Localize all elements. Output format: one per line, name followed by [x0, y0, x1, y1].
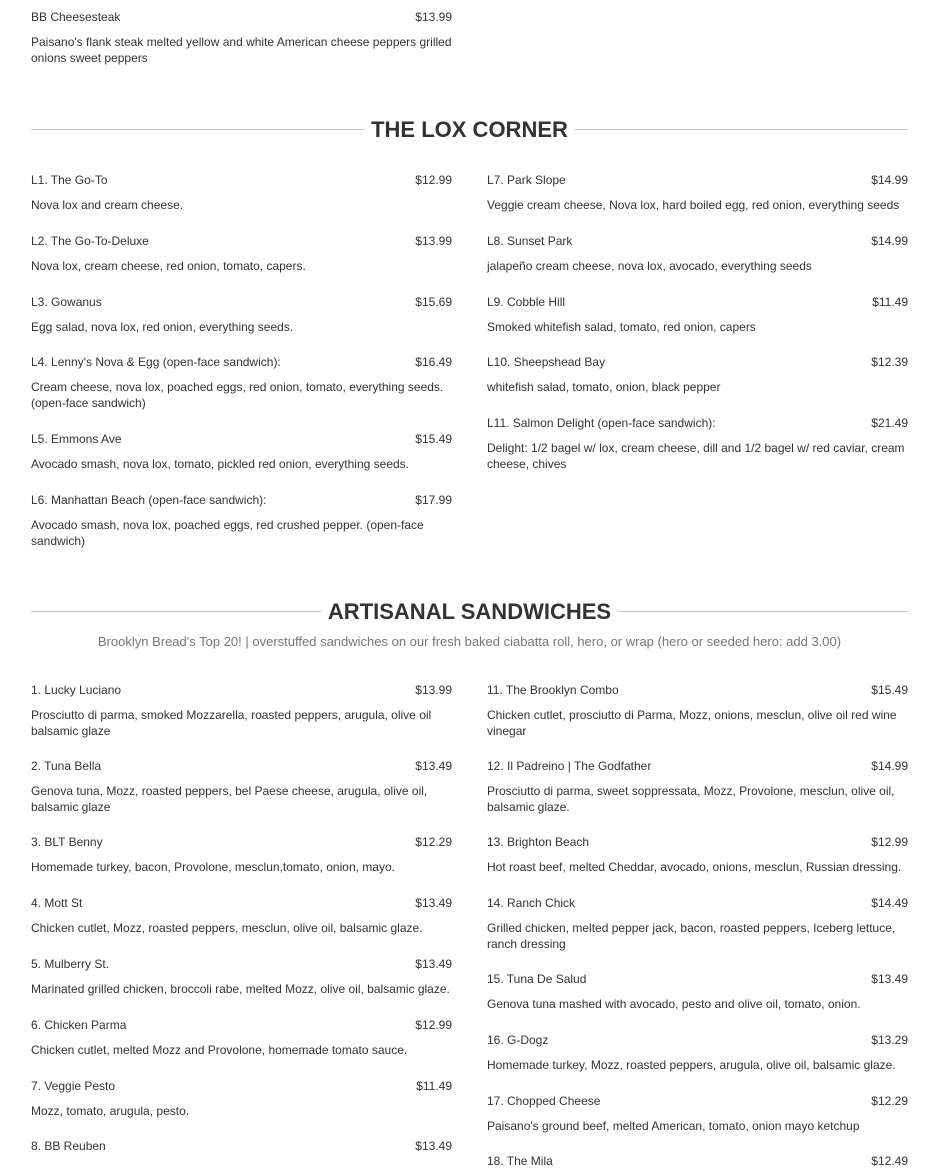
item-description: Smoked whitefish salad, tomato, red onion, capers — [487, 320, 756, 334]
item-price: $15.69 — [415, 295, 452, 309]
item-price: $11.49 — [872, 295, 908, 309]
item-price: $13.49 — [871, 972, 908, 986]
item-price: $13.29 — [871, 1033, 908, 1047]
item-description: Grilled chicken, melted pepper jack, bacon, roasted peppers, Iceberg lettuce, ranch dressing — [487, 921, 896, 951]
item-price: $12.99 — [415, 173, 452, 187]
item-name: L3. Gowanus — [31, 295, 102, 309]
section-title: ARTISANAL SANDWICHES — [321, 597, 618, 627]
item-name: 11. The Brooklyn Combo — [487, 683, 619, 697]
item-description: jalapeño cream cheese, nova lox, avocado, everything seeds — [487, 259, 812, 273]
item-description: Paisano's ground beef, melted American, tomato, onion mayo ketchup — [487, 1119, 860, 1133]
item-name: 3. BLT Benny — [31, 835, 103, 849]
item-price: $13.99 — [415, 10, 452, 24]
item-price: $13.99 — [415, 234, 452, 248]
item-description: Nova lox, cream cheese, red onion, tomato, capers. — [31, 259, 306, 273]
item-price: $17.99 — [415, 493, 452, 507]
item-name: L5. Emmons Ave — [31, 432, 122, 446]
item-name: 1. Lucky Luciano — [31, 683, 122, 697]
item-description: Avocado smash, nova lox, tomato, pickled red onion, everything seeds. — [31, 457, 409, 471]
item-name: 16. G-Dogz — [487, 1033, 549, 1047]
item-price: $21.49 — [871, 416, 908, 430]
item-price: $16.49 — [415, 355, 452, 369]
item-description: Chicken cutlet, melted Mozz and Provolone, homemade tomato sauce. — [31, 1043, 408, 1057]
item-name: L8. Sunset Park — [487, 234, 573, 248]
item-price: $13.49 — [415, 957, 452, 971]
item-name: L9. Cobble Hill — [487, 295, 566, 309]
item-price: $12.99 — [415, 1018, 452, 1032]
item-description: Hot roast beef, melted Cheddar, avocado, onions, mesclun, Russian dressing. — [487, 860, 902, 874]
item-price: $15.49 — [415, 432, 452, 446]
item-name: L7. Park Slope — [487, 173, 566, 187]
item-name: 13. Brighton Beach — [487, 835, 590, 849]
item-price: $13.49 — [415, 1139, 452, 1153]
item-name: 6. Chicken Parma — [31, 1018, 127, 1032]
item-price: $14.99 — [871, 234, 908, 248]
item-description: Delight: 1/2 bagel w/ lox, cream cheese, dill and 1/2 bagel w/ red caviar, cream cheese, chives — [487, 441, 905, 471]
item-name: L1. The Go-To — [31, 173, 108, 187]
item-description: Marinated grilled chicken, broccoli rabe, melted Mozz, olive oil, balsamic glaze. — [31, 982, 450, 996]
item-name: 2. Tuna Bella — [31, 759, 102, 773]
item-price: $13.49 — [415, 896, 452, 910]
item-name: 12. Il Padreino | The Godfather — [487, 759, 652, 773]
section-subtitle: Brooklyn Bread's Top 20! | overstuffed sandwiches on our fresh baked ciabatta roll, hero, or wrap (hero or seeded hero: add 3.00) — [97, 634, 842, 649]
item-price: $12.49 — [871, 1154, 908, 1168]
item-description: Nova lox and cream cheese. — [31, 198, 184, 212]
item-description: Homemade turkey, bacon, Provolone, mesclun,tomato, onion, mayo. — [31, 860, 395, 874]
item-name: L6. Manhattan Beach (open-face sandwich): — [31, 493, 267, 507]
item-price: $15.49 — [871, 683, 908, 697]
item-price: $14.99 — [871, 759, 908, 773]
item-name: 5. Mulberry St. — [31, 957, 110, 971]
item-name: L11. Salmon Delight (open-face sandwich): — [487, 416, 716, 430]
item-name: 8. BB Reuben — [31, 1139, 106, 1153]
item-description: Homemade turkey, Mozz, roasted peppers, arugula, olive oil, balsamic glaze. — [487, 1058, 896, 1072]
section-title: THE LOX CORNER — [364, 115, 575, 145]
item-price: $13.49 — [415, 759, 452, 773]
item-price: $14.99 — [871, 173, 908, 187]
item-price: $12.29 — [415, 835, 452, 849]
item-description: Chicken cutlet, Mozz, roasted peppers, mesclun, olive oil, balsamic glaze. — [31, 921, 423, 935]
item-description: Mozz, tomato, arugula, pesto. — [31, 1104, 190, 1118]
item-description: Genova tuna, Mozz, roasted peppers, bel Paese cheese, arugula, olive oil, balsamic glaze — [31, 784, 428, 814]
item-name: L2. The Go-To-Deluxe — [31, 234, 149, 248]
item-name: 18. The Mila — [487, 1154, 553, 1168]
item-description: Egg salad, nova lox, red onion, everything seeds. — [31, 320, 294, 334]
item-description: whitefish salad, tomato, onion, black pepper — [487, 380, 721, 394]
item-price: $12.29 — [871, 1094, 908, 1108]
item-price: $12.99 — [871, 835, 908, 849]
item-price: $14.49 — [871, 896, 908, 910]
item-name: BB Cheesesteak — [31, 10, 121, 24]
item-name: L4. Lenny's Nova & Egg (open-face sandwich): — [31, 355, 281, 369]
item-description: Veggie cream cheese, Nova lox, hard boiled egg, red onion, everything seeds — [487, 198, 900, 212]
item-price: $11.49 — [416, 1079, 452, 1093]
item-description: Chicken cutlet, prosciutto di Parma, Mozz, onions, mesclun, olive oil red wine vinegar — [487, 708, 897, 738]
item-name: 17. Chopped Cheese — [487, 1094, 601, 1108]
item-description: Avocado smash, nova lox, poached eggs, red crushed pepper. (open-face sandwich) — [31, 518, 424, 548]
item-name: 14. Ranch Chick — [487, 896, 576, 910]
item-description: Prosciutto di parma, sweet soppressata, Mozz, Provolone, mesclun, olive oil, balsamic glaze. — [487, 784, 895, 814]
item-description: Cream cheese, nova lox, poached eggs, red onion, tomato, everything seeds. (open-face sandwich) — [31, 380, 444, 410]
item-name: L10. Sheepshead Bay — [487, 355, 606, 369]
item-name: 7. Veggie Pesto — [31, 1079, 116, 1093]
artisanal-sandwiches-heading — [31, 597, 908, 627]
item-name: 4. Mott St — [31, 896, 83, 910]
item-name: 15. Tuna De Salud — [487, 972, 587, 986]
lox-corner-heading — [31, 115, 908, 145]
item-description: Paisano's flank steak melted yellow and white American cheese peppers grilled onions sweet peppers — [31, 35, 452, 65]
item-description: Prosciutto di parma, smoked Mozzarella, roasted peppers, arugula, olive oil balsamic glaze — [31, 708, 432, 738]
item-price: $13.99 — [415, 683, 452, 697]
item-price: $12.39 — [871, 355, 908, 369]
item-description: Genova tuna mashed with avocado, pesto and olive oil, tomato, onion. — [487, 997, 861, 1011]
